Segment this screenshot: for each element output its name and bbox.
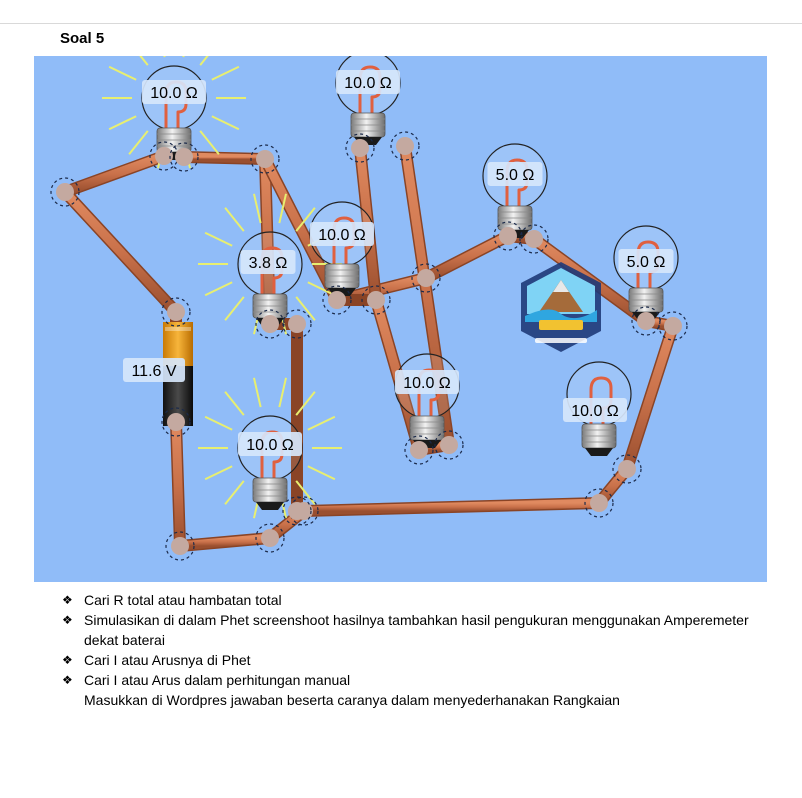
junction-node [288,502,306,520]
bulb-resistance-label [336,70,400,94]
bulb-resistance-label [395,370,459,394]
junction-node [256,150,274,168]
bulb-resistance-label [241,250,296,274]
resistance-value: 10.0 Ω [403,375,451,392]
resistance-value: 10.0 Ω [246,437,294,454]
junction-node [175,148,193,166]
junction-node [618,460,636,478]
junction-node [499,227,517,245]
resistance-value: 10.0 Ω [318,227,366,244]
junction-node [410,441,428,459]
bulb-resistance-label [310,222,374,246]
junction-node [328,291,346,309]
bulb-resistance-label [563,398,627,422]
instruction-item: ❖ Cari R total atau hambatan total [62,592,282,608]
circuit-canvas [34,56,767,582]
bulb-resistance-label [619,249,674,273]
junction-node [167,303,185,321]
junction-node [351,139,369,157]
junction-node [525,230,543,248]
junction-node [637,312,655,330]
resistance-value: 10.0 Ω [344,75,392,92]
junction-node [367,291,385,309]
diamond-bullet-icon: ❖ [62,593,73,607]
instruction-item: ❖ Simulasikan di dalam Phet screenshoot hasilnya tambahkan hasil pengukuran menggunakan Amperemeter dekat baterai [62,612,749,648]
junction-node [167,413,185,431]
junction-node [261,315,279,333]
wire-segment[interactable] [184,157,265,159]
junction-node [440,436,458,454]
diamond-bullet-icon: ❖ [62,613,73,627]
junction-node [664,317,682,335]
resistance-value: 10.0 Ω [571,403,619,420]
instruction-item: ❖ Cari I atau Arusnya di Phet [62,652,251,668]
junction-node [171,537,189,555]
diamond-bullet-icon: ❖ [62,653,73,667]
resistance-value: 5.0 Ω [626,254,666,271]
junction-node [417,269,435,287]
question-heading: Soal 5 [60,30,105,47]
junction-node [288,315,306,333]
instruction-note: Masukkan di Wordpres jawaban beserta caranya dalam menyederhanakan Rangkaian [84,692,620,708]
diamond-bullet-icon: ❖ [62,673,73,687]
top-divider [0,23,802,24]
resistance-value: 10.0 Ω [150,85,198,102]
bulb-resistance-label [238,432,302,456]
battery-voltage: 11.6 V [131,363,177,380]
bulb-resistance-label [488,162,543,186]
instruction-list [60,590,760,710]
junction-node [590,494,608,512]
junction-node [396,137,414,155]
battery-voltage-label [123,358,185,382]
junction-node [261,529,279,547]
resistance-value: 3.8 Ω [248,255,288,272]
instruction-item: ❖ Cari I atau Arus dalam perhitungan manual [62,672,351,688]
bulb-resistance-label [142,80,206,104]
junction-node [56,183,74,201]
wire-segment[interactable] [176,422,180,546]
resistance-value: 5.0 Ω [495,167,535,184]
